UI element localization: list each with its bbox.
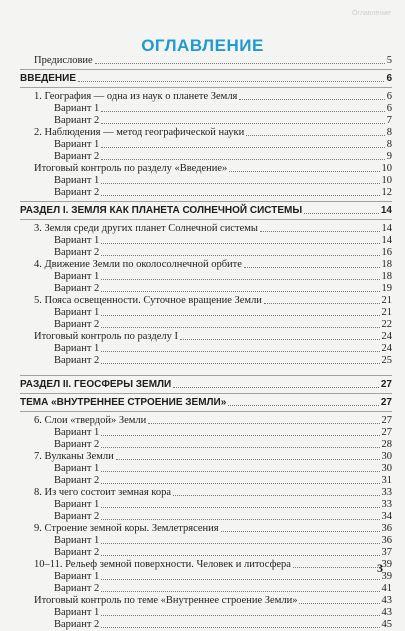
divider xyxy=(20,411,392,412)
toc-entry-page: 27 xyxy=(381,415,392,426)
toc-entry-page: 27 xyxy=(380,397,392,408)
toc-entry-page: 33 xyxy=(381,499,392,510)
toc-entry[interactable] xyxy=(20,283,392,295)
toc-entry-title: Вариант 2 xyxy=(54,319,100,330)
toc-entry-title: ТЕМА «ВНУТРЕННЕЕ СТРОЕНИЕ ЗЕМЛИ» xyxy=(20,397,227,408)
toc-entry[interactable] xyxy=(20,523,392,535)
toc-entry[interactable] xyxy=(20,499,392,511)
toc-entry-title: Вариант 2 xyxy=(54,475,100,486)
toc-entry-page: 7 xyxy=(386,115,392,126)
dot-leader xyxy=(101,591,379,592)
dot-leader xyxy=(239,99,384,100)
dot-leader xyxy=(244,267,380,268)
page-number: 3 xyxy=(377,561,383,575)
dot-leader xyxy=(101,315,379,316)
toc-entry-title: Вариант 2 xyxy=(54,247,100,258)
toc-entry[interactable] xyxy=(20,571,392,583)
toc-entry[interactable] xyxy=(20,55,392,67)
toc-entry-title: Итоговый контроль по разделу «Введение» xyxy=(34,163,228,174)
toc-entry[interactable] xyxy=(20,547,392,559)
dot-leader xyxy=(101,255,379,256)
toc-entry-title: РАЗДЕЛ II. ГЕОСФЕРЫ ЗЕМЛИ xyxy=(20,379,172,390)
toc-entry-page: 18 xyxy=(381,259,392,270)
toc-entry-title: Вариант 1 xyxy=(54,427,100,438)
dot-leader xyxy=(101,483,379,484)
dot-leader xyxy=(101,195,379,196)
toc-entry-page: 8 xyxy=(386,139,392,150)
toc-entry[interactable] xyxy=(20,583,392,595)
toc-entry-title: 4. Движение Земли по околосолнечной орбите xyxy=(34,259,242,270)
toc-entry[interactable] xyxy=(20,355,392,367)
toc-entry-page: 10 xyxy=(381,175,392,186)
toc-entry-page: 8 xyxy=(386,127,392,138)
toc-entry-title: Вариант 2 xyxy=(54,547,100,558)
toc-entry-page: 5 xyxy=(386,55,392,66)
toc-entry-title: Вариант 1 xyxy=(54,571,100,582)
toc-entry-page: 41 xyxy=(381,583,392,594)
dot-leader xyxy=(101,579,379,580)
toc-entry-page: 24 xyxy=(381,343,392,354)
toc-entry[interactable] xyxy=(20,595,392,607)
toc-entry[interactable] xyxy=(20,307,392,319)
dot-leader xyxy=(101,351,379,352)
toc-entry-title: 8. Из чего состоит земная кора xyxy=(34,487,171,498)
toc-entry-title: Вариант 2 xyxy=(54,511,100,522)
dot-leader xyxy=(228,405,379,406)
toc-entry-title: Вариант 2 xyxy=(54,151,100,162)
toc-entry-page: 10 xyxy=(381,163,392,174)
toc-entry[interactable] xyxy=(20,343,392,355)
toc-entry-page: 43 xyxy=(381,607,392,618)
toc-entry-page: 36 xyxy=(381,535,392,546)
dot-leader xyxy=(101,159,384,160)
toc-entry[interactable] xyxy=(20,331,392,343)
toc-entry[interactable] xyxy=(20,319,392,331)
dot-leader xyxy=(101,519,379,520)
toc-entry-page: 45 xyxy=(381,619,392,630)
toc-entry[interactable] xyxy=(20,91,392,103)
spacer xyxy=(20,367,392,373)
dot-leader xyxy=(101,627,379,628)
toc-entry-page: 14 xyxy=(381,235,392,246)
dot-leader xyxy=(101,279,379,280)
toc-entry[interactable] xyxy=(20,247,392,259)
toc-entry-title: Итоговый контроль по теме «Внутреннее строение Земли» xyxy=(34,595,298,606)
toc-heading[interactable] xyxy=(20,73,392,85)
toc-entry[interactable] xyxy=(20,223,392,235)
toc-entry[interactable] xyxy=(20,511,392,523)
toc-entry-page: 34 xyxy=(381,511,392,522)
dot-leader xyxy=(246,135,385,136)
toc-entry-title: ВВЕДЕНИЕ xyxy=(20,73,76,84)
toc-heading[interactable] xyxy=(20,205,392,217)
toc-entry-page: 19 xyxy=(381,283,392,294)
toc-entry-title: Вариант 1 xyxy=(54,175,100,186)
toc-entry-page: 18 xyxy=(381,271,392,282)
toc-entry-title: Итоговый контроль по разделу I xyxy=(34,331,178,342)
toc-entry-page: 14 xyxy=(381,223,392,234)
toc-entry-page: 9 xyxy=(386,151,392,162)
toc-entry[interactable] xyxy=(20,259,392,271)
toc-entry-title: 1. География — одна из наук о планете Земля xyxy=(34,91,238,102)
dot-leader xyxy=(101,111,384,112)
toc-entry[interactable] xyxy=(20,439,392,451)
divider xyxy=(20,393,392,394)
toc-entry-title: 6. Слои «твердой» Земли xyxy=(34,415,147,426)
dot-leader xyxy=(101,243,379,244)
toc-entry-title: Вариант 2 xyxy=(54,187,100,198)
toc-entry-page: 31 xyxy=(381,475,392,486)
dot-leader xyxy=(95,63,385,64)
toc-entry[interactable] xyxy=(20,451,392,463)
dot-leader xyxy=(173,387,379,388)
running-header: Оглавление xyxy=(351,10,391,17)
dot-leader xyxy=(101,471,379,472)
dot-leader xyxy=(264,303,380,304)
toc-entry-title: РАЗДЕЛ I. ЗЕМЛЯ КАК ПЛАНЕТА СОЛНЕЧНОЙ СИСТЕМЫ xyxy=(20,205,303,216)
toc-heading[interactable] xyxy=(20,379,392,391)
toc-entry[interactable] xyxy=(20,487,392,499)
dot-leader xyxy=(101,615,379,616)
toc-entry-title: Вариант 1 xyxy=(54,535,100,546)
toc-entry[interactable] xyxy=(20,235,392,247)
toc-entry[interactable] xyxy=(20,427,392,439)
dot-leader xyxy=(180,339,380,340)
page-title: ОГЛАВЛЕНИЕ xyxy=(141,36,264,55)
dot-leader xyxy=(101,507,379,508)
divider xyxy=(20,375,392,376)
toc-entry-title: Вариант 1 xyxy=(54,463,100,474)
toc-entry-title: Предисловие xyxy=(34,55,93,66)
toc-entry-title: 2. Наблюдения — метод географической науки xyxy=(34,127,245,138)
dot-leader xyxy=(173,495,380,496)
toc-entry-title: Вариант 1 xyxy=(54,139,100,150)
toc-entry-title: Вариант 1 xyxy=(54,607,100,618)
dot-leader xyxy=(260,231,380,232)
toc-entry-title: Вариант 2 xyxy=(54,283,100,294)
toc-entry-page: 6 xyxy=(386,103,392,114)
dot-leader xyxy=(101,447,379,448)
toc-entry-page: 43 xyxy=(381,595,392,606)
toc-entry[interactable] xyxy=(20,103,392,115)
divider xyxy=(20,219,392,220)
dot-leader xyxy=(116,459,380,460)
dot-leader xyxy=(101,123,384,124)
toc-entry-title: Вариант 2 xyxy=(54,355,100,366)
toc-entry-title: Вариант 2 xyxy=(54,439,100,450)
toc-entry-page: 37 xyxy=(381,547,392,558)
toc-entry-title: Вариант 1 xyxy=(54,499,100,510)
toc-entry-page: 30 xyxy=(381,451,392,462)
divider xyxy=(20,69,392,70)
toc-entry-title: 9. Строение земной коры. Землетрясения xyxy=(34,523,219,534)
dot-leader xyxy=(101,543,379,544)
toc-entry-title: 3. Земля среди других планет Солнечной системы xyxy=(34,223,258,234)
toc-entry-page: 12 xyxy=(381,187,392,198)
toc-entry-page: 28 xyxy=(381,439,392,450)
toc-entry-page: 27 xyxy=(381,427,392,438)
dot-leader xyxy=(221,531,380,532)
toc-entry-page: 27 xyxy=(380,379,392,390)
toc-entry-page: 24 xyxy=(381,331,392,342)
toc-entry-page: 6 xyxy=(386,91,392,102)
toc-entry[interactable] xyxy=(20,475,392,487)
table-of-contents xyxy=(20,55,392,631)
dot-leader xyxy=(78,81,384,82)
toc-entry[interactable] xyxy=(20,535,392,547)
dot-leader xyxy=(101,363,379,364)
toc-entry[interactable] xyxy=(20,139,392,151)
toc-entry-page: 14 xyxy=(380,205,392,216)
toc-entry-page: 6 xyxy=(386,73,392,84)
toc-entry-page: 16 xyxy=(381,247,392,258)
toc-entry-title: Вариант 1 xyxy=(54,235,100,246)
dot-leader xyxy=(101,555,379,556)
toc-heading[interactable] xyxy=(20,397,392,409)
toc-entry[interactable] xyxy=(20,187,392,199)
toc-entry-page: 39 xyxy=(381,559,392,570)
dot-leader xyxy=(101,435,379,436)
toc-entry[interactable] xyxy=(20,415,392,427)
dot-leader xyxy=(101,291,379,292)
toc-entry-title: Вариант 1 xyxy=(54,271,100,282)
toc-entry-page: 22 xyxy=(381,319,392,330)
toc-entry-page: 36 xyxy=(381,523,392,534)
toc-entry-title: 7. Вулканы Земли xyxy=(34,451,114,462)
toc-entry[interactable] xyxy=(20,175,392,187)
toc-entry[interactable] xyxy=(20,163,392,175)
toc-entry-page: 33 xyxy=(381,487,392,498)
toc-entry-title: Вариант 1 xyxy=(54,343,100,354)
toc-entry-page: 39 xyxy=(381,571,392,582)
toc-entry-page: 25 xyxy=(381,355,392,366)
toc-entry-title: Вариант 1 xyxy=(54,307,100,318)
toc-entry[interactable] xyxy=(20,115,392,127)
dot-leader xyxy=(148,423,379,424)
toc-entry[interactable] xyxy=(20,607,392,619)
dot-leader xyxy=(229,171,379,172)
toc-entry[interactable] xyxy=(20,559,392,571)
toc-entry-title: 5. Пояса освещенности. Суточное вращение Земли xyxy=(34,295,262,306)
dot-leader xyxy=(101,183,379,184)
toc-entry-title: Вариант 2 xyxy=(54,583,100,594)
toc-entry[interactable] xyxy=(20,271,392,283)
toc-entry-page: 21 xyxy=(381,295,392,306)
toc-entry[interactable] xyxy=(20,151,392,163)
toc-entry-title: Вариант 2 xyxy=(54,619,100,630)
divider xyxy=(20,87,392,88)
dot-leader xyxy=(101,327,379,328)
toc-entry[interactable] xyxy=(20,295,392,307)
toc-entry[interactable] xyxy=(20,463,392,475)
dot-leader xyxy=(304,213,379,214)
dot-leader xyxy=(101,147,384,148)
divider xyxy=(20,201,392,202)
dot-leader xyxy=(299,603,379,604)
toc-entry-title: 10–11. Рельеф земной поверхности. Человек и литосфера xyxy=(34,559,291,570)
toc-entry-title: Вариант 1 xyxy=(54,103,100,114)
dot-leader xyxy=(293,567,380,568)
toc-entry-page: 21 xyxy=(381,307,392,318)
toc-entry[interactable] xyxy=(20,619,392,631)
toc-entry-page: 30 xyxy=(381,463,392,474)
toc-entry[interactable] xyxy=(20,127,392,139)
toc-entry-title: Вариант 2 xyxy=(54,115,100,126)
